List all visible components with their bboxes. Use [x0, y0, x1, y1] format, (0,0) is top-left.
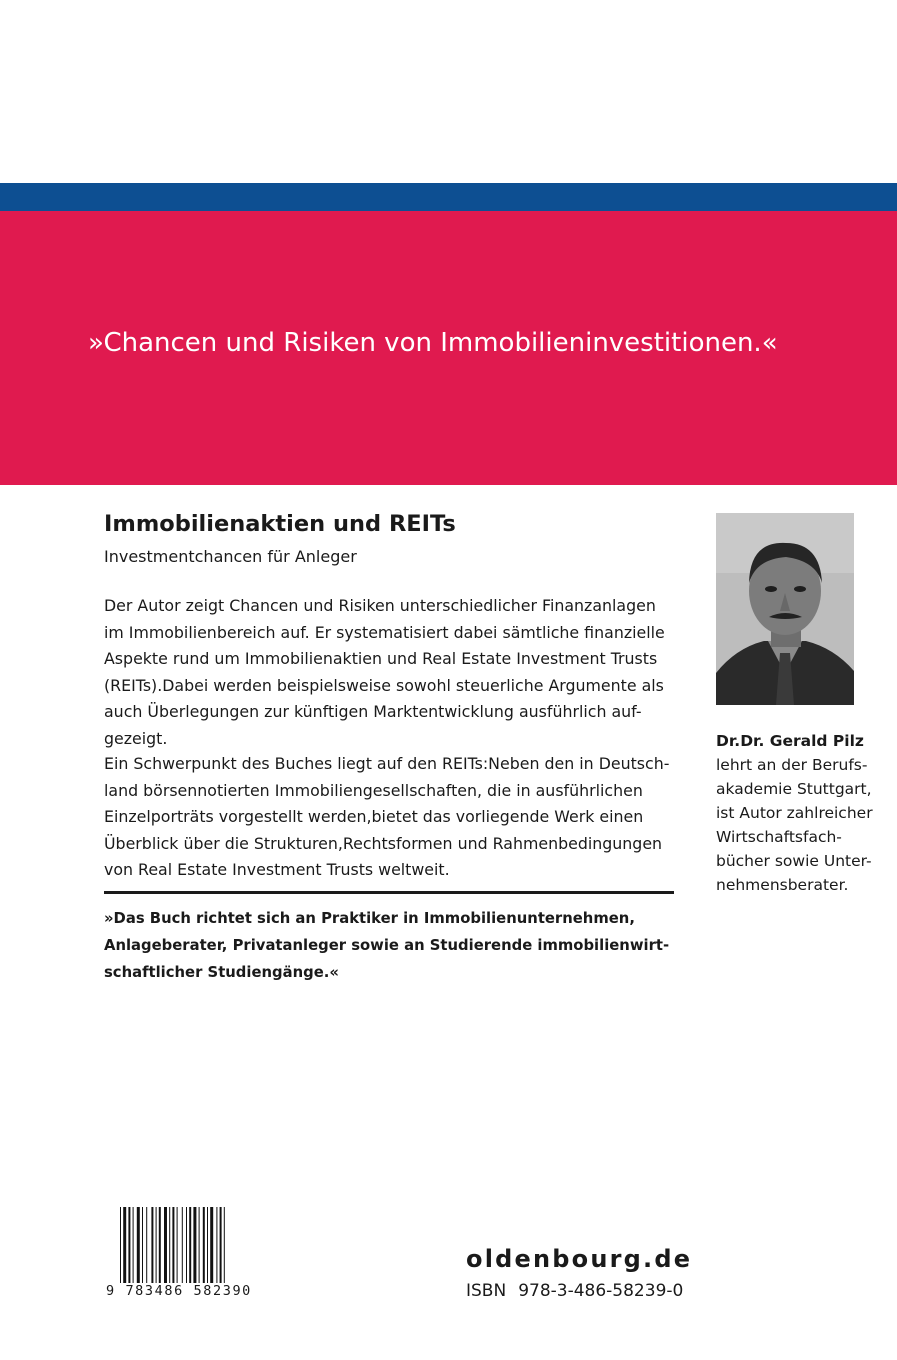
book-subtitle: Investmentchancen für Anleger: [104, 547, 357, 566]
barcode-bar: [120, 1207, 121, 1293]
isbn-line: [466, 1279, 683, 1303]
book-title: Immobilienaktien und REITs: [104, 511, 456, 537]
barcode-bar: [133, 1207, 134, 1285]
author-bio-line: ist Autor zahlreicher: [716, 804, 873, 822]
barcode-bar: [182, 1207, 183, 1285]
section-divider: [104, 891, 674, 894]
barcode-bar: [216, 1207, 217, 1285]
barcode-bar: [151, 1207, 153, 1285]
text-line: Ein Schwerpunkt des Buches liegt auf den REITs:Neben den in Deutsch-: [104, 754, 670, 773]
barcode-bar: [189, 1207, 191, 1285]
barcode-bar: [123, 1207, 126, 1293]
barcode-bar: [220, 1207, 222, 1285]
author-bio-line: akademie Stuttgart,: [716, 780, 872, 798]
isbn-label: ISBN: [466, 1281, 507, 1301]
description-paragraph-2: [104, 751, 684, 884]
text-line: Der Autor zeigt Chancen und Risiken unterschiedlicher Finanzanlagen: [104, 596, 656, 615]
text-line: (REITs).Dabei werden beispielsweise sowohl steuerliche Argumente als: [104, 675, 664, 695]
barcode-bar: [159, 1207, 161, 1285]
quote-line: Anlageberater, Privatanleger sowie an Studierende immobilienwirt-: [104, 937, 670, 954]
top-blue-stripe: [0, 183, 897, 211]
barcode-bar: [128, 1207, 130, 1285]
barcode-bar: [199, 1207, 200, 1285]
barcode-bar: [203, 1207, 205, 1285]
author-bio-line: nehmensberater.: [716, 876, 849, 894]
barcode-bar: [142, 1207, 143, 1285]
publisher-website: oldenbourg.de: [466, 1245, 693, 1273]
barcode-bar: [172, 1207, 174, 1293]
author-bio-line: bücher sowie Unter-: [716, 852, 872, 870]
text-line: Aspekte rund um Immobilienaktien und Real Estate Investment Trusts: [104, 649, 658, 668]
description-paragraph-1: [104, 593, 684, 752]
barcode-bar: [146, 1207, 147, 1285]
isbn-number: 978-3-486-58239-0: [518, 1281, 684, 1301]
barcode-bar: [156, 1207, 157, 1285]
barcode-bar: [210, 1207, 213, 1285]
barcode-bar: [224, 1207, 225, 1293]
text-line: gezeigt.: [104, 728, 168, 748]
barcode-bar: [207, 1207, 208, 1285]
author-name: Dr.Dr. Gerald Pilz: [716, 732, 864, 750]
audience-quote: [104, 905, 669, 986]
text-line: Einzelporträts vorgestellt werden,bietet das vorliegende Werk einen: [104, 807, 644, 826]
text-line: Überblick über die Strukturen,Rechtsformen und Rahmenbedingungen: [104, 833, 663, 853]
text-line: auch Überlegungen zur künftigen Marktentwicklung ausführlich auf-: [104, 702, 642, 721]
quote-line: schaftlicher Studiengänge.«: [104, 964, 339, 981]
barcode-bar: [169, 1207, 170, 1285]
barcode-bar: [164, 1207, 167, 1285]
quote-line: »Das Buch richtet sich an Praktiker in Immobilienunternehmen,: [104, 910, 635, 927]
barcode-bar: [193, 1207, 196, 1285]
text-line: im Immobilienbereich auf. Er systematisiert dabei sämtliche finanzielle: [104, 622, 665, 642]
author-portrait-icon: [716, 513, 854, 705]
text-line: land börsennotierten Immobiliengesellschaften, die in ausführlichen: [104, 780, 643, 800]
author-photo: [716, 513, 854, 705]
banner-tagline: »Chancen und Risiken von Immobilieninvestitionen.«: [88, 328, 778, 358]
text-line: von Real Estate Investment Trusts weltweit.: [104, 860, 450, 879]
barcode-digits: 9 783486 582390: [106, 1283, 252, 1299]
barcode-bar: [177, 1207, 178, 1293]
author-bio-line: lehrt an der Berufs-: [716, 756, 868, 774]
author-info: [716, 729, 873, 897]
barcode-bar: [186, 1207, 187, 1285]
author-bio-line: Wirtschaftsfach-: [716, 828, 842, 846]
barcode-bar: [137, 1207, 140, 1285]
